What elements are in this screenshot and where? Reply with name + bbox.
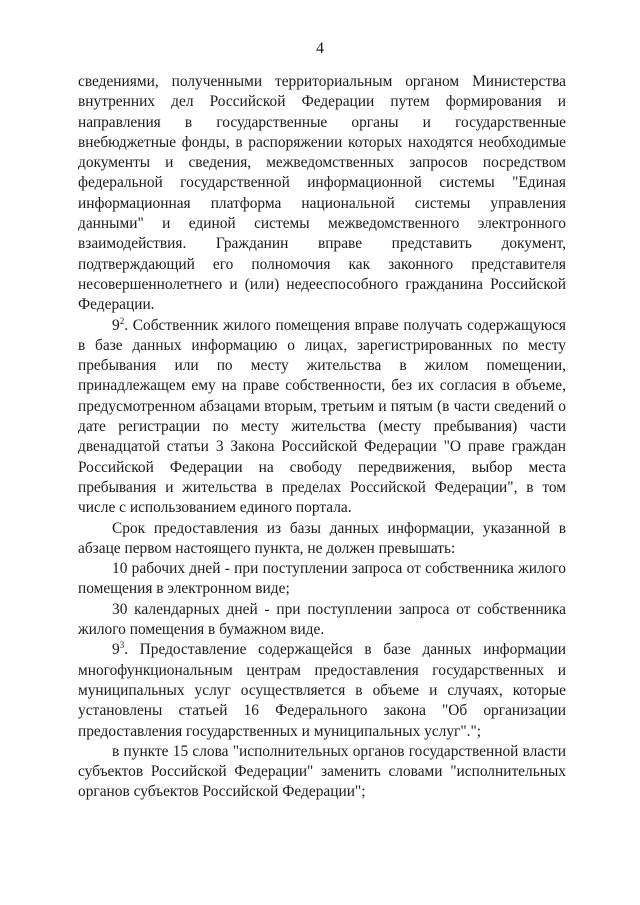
item-number: 9 [112, 641, 120, 659]
item-text: . Собственник жилого помещения вправе получать содержащуюся в базе данных информацию о лицах, зарегистрированных по месту пребывания или по месту жительства в жилом помещении, принадлежащем ему на праве собственности, без их согласия в объеме, предусмотренном абзацами вторым, третьим и пятым (в части сведений о дате регистрации по месту жительства (месту пребывания) части двенадцатой статьи 3 Закона Российской Федерации "О праве граждан Российской Федерации на свободу передвижения, выбор места пребывания и жительства в пределах Российской Федерации", в том числе с использованием единого портала. [78, 316, 566, 517]
item-number: 9 [112, 316, 120, 334]
paragraph-item-9-3 [78, 640, 566, 741]
paragraph-continuation: сведениями, полученными территориальным органом Министерства внутренних дел Российской Федерации путем формирования и направления в государственные органы и государственные внебюджетные фонды, в распоряжении которых находятся необходимые документы и сведения, межведомственных запросов посредством федеральной государственной информационной системы "Единая информационная платформа национальной системы управления данными" и единой системы межведомственного электронного взаимодействия. Гражданин вправе представить документ, подтверждающий его полномочия как законного представителя несовершеннолетнего и (или) недееспособного гражданина Российской Федерации. [78, 73, 566, 314]
page-number: 4 [316, 40, 324, 57]
paragraph-term-intro: Срок предоставления из базы данных информации, указанной в абзаце первом настоящего пункта, не должен превышать: [78, 519, 566, 557]
item-text: . Предоставление содержащейся в базе данных информации многофункциональным центрам предоставления государственных и муниципальных услуг осуществляется в объеме и случаях, которые установлены статьей 16 Федерального закона "Об организации предоставления государственных и муниципальных услуг"."; [78, 641, 566, 740]
paragraph-term-electronic: 10 рабочих дней - при поступлении запроса от собственника жилого помещения в электронном виде; [78, 560, 566, 598]
document-body [78, 72, 566, 803]
paragraph-term-paper: 30 календарных дней - при поступлении запроса от собственника жилого помещения в бумажном виде. [78, 600, 566, 639]
paragraph-item-15-amendment: в пункте 15 слова "исполнительных органов государственной власти субъектов Российской Федерации" заменить словами "исполнительных органов субъектов Российской Федерации"; [78, 742, 566, 801]
item-superscript: 3 [119, 640, 125, 651]
paragraph-item-9-2 [78, 316, 566, 519]
item-superscript: 2 [119, 315, 125, 326]
